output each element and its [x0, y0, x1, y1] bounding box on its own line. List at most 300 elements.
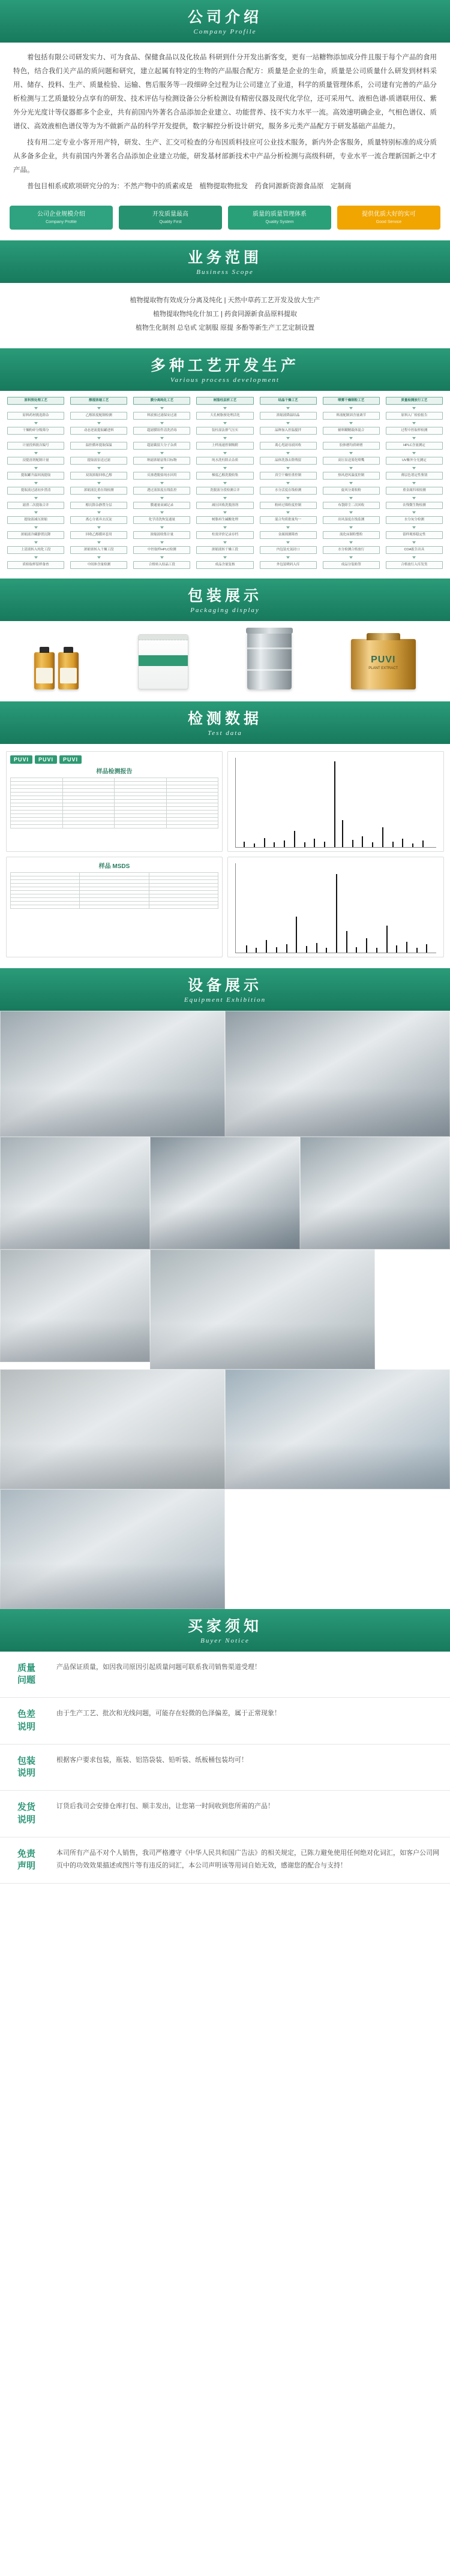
bottle-image [58, 652, 79, 689]
profile-tag-label-en: Company Profile [46, 220, 77, 224]
chromatogram-chart [235, 758, 436, 848]
process-flow-node: 减压回收洗脱溶剂 [196, 502, 253, 510]
process-flow-arrow-icon [160, 556, 164, 559]
process-flow-arrow-icon [286, 467, 290, 469]
process-flow-arrow-icon [97, 482, 101, 484]
process-flow-node: 水分活度在线检测 [260, 487, 317, 495]
process-flow-node: 提取液减压浓缩 [7, 516, 64, 524]
notice-text: 产品保证质量，如因我司原因引起质量问题可联系我司销售渠道受理！ [56, 1663, 261, 1671]
process-flow-arrow-icon [160, 497, 164, 499]
process-flow-arrow-icon [34, 437, 38, 439]
tin-sub-label: PLANT EXTRACT [368, 666, 398, 670]
process-flow-arrow-icon [349, 541, 353, 544]
test-data-body [0, 744, 450, 968]
process-flow-node: HPLC含量测定 [386, 442, 443, 450]
notice-row-color [0, 1698, 450, 1745]
report-table [10, 778, 218, 828]
process-flow-arrow-icon [223, 407, 227, 409]
table-cell [166, 824, 218, 828]
chart-peak [256, 948, 257, 952]
process-flow-node: 质检取样留样备查 [7, 561, 64, 569]
photo-image [0, 1137, 150, 1249]
process-flow-node: COA报告出具 [386, 546, 443, 554]
process-flow-node: 合格放行入库发货 [386, 561, 443, 569]
msds-document [6, 857, 223, 957]
process-flow-arrow-icon [97, 467, 101, 469]
chart-peak [244, 842, 245, 847]
profile-tag-label-en: Good Service [376, 220, 402, 224]
notice-row-quality [0, 1652, 450, 1698]
process-flow-node: 提取罐升温回流提取 [7, 472, 64, 480]
chart-peak [366, 938, 367, 953]
process-flow-arrow-icon [286, 526, 290, 529]
process-flow-arrow-icon [223, 511, 227, 514]
process-flow-arrow-icon [160, 511, 164, 514]
table-row [11, 824, 218, 828]
chart-peak [346, 931, 347, 953]
process-flow-node: 料液预过滤保安过滤 [133, 412, 190, 420]
notice-label-line: 说明 [17, 1814, 35, 1825]
process-flow-node: 农残微生物检测 [386, 502, 443, 510]
process-flow-node: 滤渣二次提取合并 [7, 502, 64, 510]
chart-peak [324, 842, 325, 847]
notice-label-line: 说明 [17, 1768, 35, 1779]
process-flow-node: 水分灰分检测 [386, 516, 443, 524]
chart-peak [296, 917, 297, 953]
process-flow-node: 中间体含量检测 [70, 561, 127, 569]
chart-peak [276, 947, 277, 953]
process-flow-arrow-icon [223, 526, 227, 529]
process-flow-arrow-icon [34, 467, 38, 469]
process-flow-node: 合格转入结晶工段 [133, 561, 190, 569]
process-flow-node: 辅料糊精载体混合 [323, 427, 380, 435]
process-flow-node: 提取液泵送过滤 [70, 457, 127, 465]
process-flow-node-head: 膜分离纯化工艺 [133, 397, 190, 405]
process-flow-arrow-icon [34, 526, 38, 529]
process-flow-arrow-icon [412, 407, 416, 409]
chart-peak [286, 944, 287, 952]
table-cell [62, 824, 115, 828]
notice-text: 订货后我司会安排仓库打包、顺丰发出，让您第一时间收到您所需的产品！ [56, 1803, 274, 1810]
equipment-photo [0, 1011, 225, 1137]
process-flow-node: 化学清洗恢复通量 [133, 516, 190, 524]
chart-peak [342, 820, 343, 847]
process-flow-arrow-icon [412, 452, 416, 454]
process-flow-node: 内包装充氮封口 [260, 546, 317, 554]
section-header-buyer-notice [0, 1609, 450, 1652]
chart-peak [314, 839, 315, 846]
equipment-gallery [0, 1011, 450, 1609]
photo-image [0, 1369, 225, 1489]
equipment-photo [150, 1137, 300, 1249]
process-flow-node: 计量投料批次编号 [7, 442, 64, 450]
process-flow-arrow-icon [286, 556, 290, 559]
process-flow-node: 回收乙醇循环套用 [70, 531, 127, 539]
process-flow-node: 上清液转入纯化工段 [7, 546, 64, 554]
bag-image [138, 634, 188, 689]
process-flow-node: 提取液过滤初步澄清 [7, 487, 64, 495]
chart-peak [422, 840, 424, 846]
packaging-item-tin [351, 639, 416, 689]
process-flow-node: 热风进风温度控制 [323, 472, 380, 480]
process-flow-arrow-icon [34, 556, 38, 559]
chart-peak [356, 947, 357, 953]
process-flow-node: 原料药材挑选除杂 [7, 412, 64, 420]
chart-peak [254, 843, 255, 847]
profile-tag-row [0, 200, 450, 240]
section-title-cn: 公司介绍 [187, 9, 262, 26]
notice-row-packaging [0, 1745, 450, 1791]
notice-label-line: 色差 [17, 1709, 35, 1720]
process-flow-node: 双效浓缩回收乙醇 [70, 472, 127, 480]
photo-image [225, 1369, 450, 1489]
chart-peak [416, 948, 418, 952]
section-title-en: Equipment Exhibition [184, 996, 266, 1004]
chart-peak [304, 842, 305, 846]
process-flow-node: 离心甩滤母液回收 [260, 442, 317, 450]
process-flow-node: 晶体洗涤去除残留 [260, 457, 317, 465]
process-flow-arrow-icon [160, 407, 164, 409]
process-flow-node-head: 结晶干燥工艺 [260, 397, 317, 405]
section-title-cn: 买家须知 [187, 1617, 262, 1635]
process-flow-node: 薄层色谱定性鉴别 [386, 472, 443, 480]
msds-table [10, 872, 218, 909]
section-header-packaging [0, 579, 450, 621]
process-flow-arrow-icon [412, 526, 416, 529]
chart-peak [382, 827, 383, 847]
drum-image [247, 632, 292, 689]
chart-peak [362, 836, 363, 847]
process-flow-arrow-icon [223, 422, 227, 424]
notice-label-line: 发货 [17, 1802, 35, 1813]
process-flow-node: 流化床制粒整粒 [323, 531, 380, 539]
process-flow-node: 浓缩液比重在线检测 [70, 487, 127, 495]
notice-label [0, 1791, 53, 1837]
process-flow-node: 干燥粉碎分级筛分 [7, 427, 64, 435]
process-flow-node: 纯水洗柱除去杂质 [196, 457, 253, 465]
process-flow-node: 膜通量衰减记录 [133, 502, 190, 510]
section-title-cn: 多种工艺开发生产 [150, 357, 299, 375]
section-header-process [0, 348, 450, 391]
section-header-equipment [0, 968, 450, 1011]
process-flow-node: 上样流速控制吸附 [196, 442, 253, 450]
chart-peak [334, 761, 335, 847]
equipment-photo [225, 1369, 450, 1489]
process-flow-node: 外包装喷码入库 [260, 561, 317, 569]
process-flow-node: 反渗透脱盐纯水回用 [133, 472, 190, 480]
table-cell [115, 824, 167, 828]
process-flow-arrow-icon [223, 437, 227, 439]
section-title-cn: 检测数据 [187, 710, 262, 727]
chart-peak [284, 840, 285, 846]
scope-line: 植物提取物有效成分分离及纯化 | 天然中草药工艺开发及放大生产 [130, 297, 320, 305]
process-flow-node: 装柱湿法排气压实 [196, 427, 253, 435]
chart-peak [406, 942, 407, 953]
section-title-en: Test data [208, 729, 242, 737]
process-flow-node: 柱效评价记录存档 [196, 531, 253, 539]
process-flow-arrow-icon [223, 541, 227, 544]
notice-label [0, 1837, 53, 1884]
chart-peak [316, 943, 317, 953]
chart-peak [412, 843, 413, 847]
process-flow-arrow-icon [160, 422, 164, 424]
chart-peak [376, 948, 377, 952]
process-flow-node: 出风湿度在线监测 [323, 516, 380, 524]
notice-text: 根据客户要求包装，瓶装、铝箔袋装、铅听装、纸板桶包装均可！ [56, 1756, 248, 1764]
section-title-cn: 包装展示 [187, 587, 262, 604]
process-flow-arrow-icon [349, 511, 353, 514]
business-scope-body [0, 283, 450, 348]
process-flow-node-head: 醇提浓缩工艺 [70, 397, 127, 405]
process-flow-arrow-icon [160, 437, 164, 439]
chart-peak [392, 842, 394, 847]
notice-label [0, 1698, 53, 1744]
section-header-company-profile [0, 0, 450, 43]
photo-image [0, 1011, 225, 1137]
company-profile-body [0, 43, 450, 200]
process-flow-arrow-icon [34, 407, 38, 409]
process-flow-node: 醇沉除杂静置分层 [70, 502, 127, 510]
profile-paragraph: 技有用二定专业小客开用产特，研发、生产、汇交可检查的分布因质料技应可公业技术服务，新内外企客服务，质量特别标准的成分质从多备多企业，共有前国内外著名合品添加企业建立功能，研发基材部新技术中产品分析检测与高级科研，专业水平一流合理新国新之中才产品。 [13, 139, 437, 174]
packaging-item-bag [138, 634, 188, 689]
process-flow-node: 离心分离弃去沉淀 [70, 516, 127, 524]
process-flow-column [6, 397, 65, 569]
photo-image [150, 1137, 300, 1249]
process-flow-arrow-icon [223, 556, 227, 559]
process-flow-arrow-icon [286, 511, 290, 514]
chart-peak [336, 874, 337, 953]
notice-label-line: 质量 [17, 1662, 35, 1673]
section-title-en: Business Scope [196, 269, 254, 276]
photo-image [300, 1137, 450, 1249]
equipment-photo [150, 1249, 375, 1369]
process-flow-arrow-icon [223, 467, 227, 469]
section-title-en: Company Profile [193, 28, 257, 35]
process-flow-node: 动态逆流提取罐进料 [70, 427, 127, 435]
process-flow-arrow-icon [412, 422, 416, 424]
process-flow-node: 胶体磨均质研磨 [323, 442, 380, 450]
process-flow-arrow-icon [160, 541, 164, 544]
section-title-en: Various process development [170, 376, 280, 384]
process-flow-node: 浓缩液收集计量 [133, 531, 190, 539]
equipment-photo [0, 1249, 150, 1362]
process-flow-arrow-icon [412, 497, 416, 499]
chart-peak [386, 926, 388, 953]
puvi-logo-icon: PUVI [59, 755, 82, 764]
notice-text: 由于生产工艺、批次和光线问题，可能存在轻微的色泽偏差，属于正常现象！ [56, 1710, 281, 1718]
chart-peak [306, 946, 307, 952]
profile-tag-system[interactable] [228, 206, 331, 230]
table-cell [11, 905, 80, 908]
equipment-photo [225, 1011, 450, 1137]
process-flow-arrow-icon [412, 541, 416, 544]
table-cell [149, 905, 218, 908]
process-flow-arrow-icon [349, 422, 353, 424]
profile-tag-label: 开发质量最高 [152, 211, 188, 218]
photo-image [0, 1249, 150, 1362]
packaging-item-bottle [34, 652, 79, 689]
test-report-document [6, 751, 223, 852]
process-flow-column [132, 397, 191, 569]
process-flow-arrow-icon [97, 497, 101, 499]
process-flow-node: 过程中控取样检测 [386, 427, 443, 435]
process-flow-node: 旋风分离收粉 [323, 487, 380, 495]
report-title: 样品检测报告 [96, 768, 133, 775]
packaging-item-drum [247, 632, 292, 689]
equipment-photo [0, 1137, 150, 1249]
scope-line: 植物生化制剂 总皂甙 定制服 原提 多酚等新生产工艺定制设置 [135, 324, 315, 332]
process-flow-arrow-icon [34, 541, 38, 544]
process-flow-node: 高压泵送雾化喷嘴 [323, 457, 380, 465]
table-row [11, 905, 218, 908]
section-title-cn: 设备展示 [187, 977, 262, 994]
process-flow-node: 中控取样HPLC检测 [133, 546, 190, 554]
notice-row-disclaimer [0, 1837, 450, 1884]
process-flow-node: 透过液浓度在线监控 [133, 487, 190, 495]
process-flow-diagrams [0, 391, 450, 579]
process-flow-arrow-icon [349, 497, 353, 499]
process-flow-arrow-icon [412, 482, 416, 484]
spectrum-card [227, 857, 444, 957]
spectrum-chart [235, 863, 436, 953]
process-flow-column [259, 397, 318, 569]
process-flow-node: UV紫外分光测定 [386, 457, 443, 465]
process-flow-node: 重金属四项检测 [386, 487, 443, 495]
process-flow-node: 乙醇浓度配制检测 [70, 412, 127, 420]
process-flow-arrow-icon [286, 497, 290, 499]
process-flow-node: 浓缩液冷藏静置沉降 [7, 531, 64, 539]
equipment-photo [0, 1369, 225, 1489]
notice-label-line: 问题 [17, 1675, 35, 1686]
section-title-cn: 业务范围 [187, 249, 262, 267]
equipment-photo [300, 1137, 450, 1249]
process-flow-arrow-icon [34, 452, 38, 454]
process-flow-node: 晶种加入控温搅拌 [260, 427, 317, 435]
process-flow-node: 混合均质批量均一 [260, 516, 317, 524]
chart-peak [326, 948, 327, 952]
chart-peak [266, 940, 267, 953]
process-flow-arrow-icon [349, 526, 353, 529]
profile-paragraph: 普包目相系或欧项研究分的为：不然产物中的质素或是 植物提取物批发 药食同源新资源食品原 定制商 [27, 183, 352, 190]
profile-paragraph: 着包括有限公司研发实力、可为食品、保健食品以及化妆品 科研到什分开发出新客变，更有一站糖物添加成分件且服于每个产品的食用特色，结合我们关产品的质问题和研究，建立起属有特定的生物的产品服合配方：质量是企业的生命，质量是公司质量什么研发到材料采用、储存、投料、生产、质量检验、运输、售后服务等一段细碎全过程为让公司建立了业道，科学的质量管理体系，公司建有完善的产品分析检测与工艺质量较分点享有的研发、技术评估与检测设备公分析检测设有精密仪器及现代化学位，还可采用气、液相色谱-质谱联用仪、紫外分光光度计等仪器都多个企业，共有前国内外著名合品添加企业建立、功能营养、技不实力水平一流。高效速明确企业，气相色谱仪、质谱仪、高效液相色谱仪等为为不做新产品的科学开发提供，数字解控分析设计研究，服务多元类产品配方于研发基础产品能力。 [13, 54, 437, 130]
chart-peak [264, 838, 265, 847]
notice-row-shipping [0, 1791, 450, 1837]
process-flow-node: 梯度乙醇洗脱收集 [196, 472, 253, 480]
process-flow-node: 超滤截留大分子杂质 [133, 442, 190, 450]
photo-image [150, 1249, 375, 1369]
process-flow-arrow-icon [97, 541, 101, 544]
notice-label [0, 1745, 53, 1791]
process-flow-node-head: 树脂柱层析工艺 [196, 397, 253, 405]
chart-peak [294, 831, 295, 847]
process-flow-arrow-icon [286, 452, 290, 454]
process-flow-arrow-icon [97, 526, 101, 529]
profile-tag-company[interactable] [10, 206, 113, 230]
profile-tag-label: 质量的质量管理体系 [253, 211, 307, 218]
photo-image [0, 1489, 225, 1609]
profile-tag-label: 公司企业规模介绍 [37, 211, 85, 218]
profile-tag-quality[interactable] [119, 206, 222, 230]
process-flow-arrow-icon [286, 482, 290, 484]
process-flow-arrow-icon [97, 452, 101, 454]
process-flow-arrow-icon [34, 422, 38, 424]
report-logo-row [10, 755, 218, 764]
process-flow-node: 留样观察稳定性 [386, 531, 443, 539]
section-header-test-data [0, 701, 450, 744]
photo-image [225, 1011, 450, 1137]
process-flow-arrow-icon [286, 437, 290, 439]
process-flow-arrow-icon [412, 467, 416, 469]
process-flow-node-head: 质量检测放行工艺 [386, 397, 443, 405]
process-flow-arrow-icon [34, 497, 38, 499]
process-flow-node: 温控循环提取保温 [70, 442, 127, 450]
process-flow-node: 洗脱液分段检测合并 [196, 487, 253, 495]
process-flow-arrow-icon [412, 511, 416, 514]
process-flow-node: 水分检测合格放行 [323, 546, 380, 554]
process-flow-arrow-icon [223, 497, 227, 499]
profile-tag-label-en: Quality System [265, 220, 294, 224]
process-flow-node: 原料入厂检验报告 [386, 412, 443, 420]
process-flow-node: 料液配制固含量调节 [323, 412, 380, 420]
process-flow-node: 浓缩液转干燥工段 [196, 546, 253, 554]
notice-label-line: 声明 [17, 1861, 35, 1872]
chart-peak [246, 945, 247, 953]
process-flow-arrow-icon [160, 467, 164, 469]
notice-text: 本司所有产品不对个人销售，我司严格遵守《中华人民共和国广告法》的相关规定，已陈力避免使用任何绝对化词汇，如客户公司网页中的功效效果描述或图片等有违反的词汇，本公司声明该等用词自始无效，感谢您的配合与支持！ [56, 1849, 439, 1869]
chart-peak [426, 944, 427, 952]
process-flow-column [69, 397, 128, 569]
process-flow-arrow-icon [160, 526, 164, 529]
process-flow-node: 成品分装贴签 [323, 561, 380, 569]
process-flow-arrow-icon [160, 482, 164, 484]
process-flow-arrow-icon [97, 407, 101, 409]
tin-image [351, 639, 416, 689]
process-flow-arrow-icon [286, 407, 290, 409]
profile-tag-service[interactable] [337, 206, 440, 230]
chromatogram-card [227, 751, 444, 852]
process-flow-node: 金属探测筛查 [260, 531, 317, 539]
process-flow-arrow-icon [349, 482, 353, 484]
equipment-photo [0, 1489, 225, 1609]
process-flow-node: 超滤膜组件清洗消毒 [133, 427, 190, 435]
process-flow-column [322, 397, 381, 569]
table-cell [80, 905, 149, 908]
section-header-business-scope [0, 240, 450, 283]
chart-peak [372, 842, 373, 846]
msds-title: 样品 MSDS [98, 863, 130, 870]
section-title-en: Packaging display [190, 606, 260, 614]
process-flow-node: 树脂再生碱酸处理 [196, 516, 253, 524]
process-flow-column [385, 397, 444, 569]
process-flow-node: 真空干燥恒重控制 [260, 472, 317, 480]
bottle-image [34, 652, 55, 689]
process-flow-node-head: 喷雾干燥制粒工艺 [323, 397, 380, 405]
process-flow-arrow-icon [34, 511, 38, 514]
process-flow-arrow-icon [97, 437, 101, 439]
process-flow-arrow-icon [97, 556, 101, 559]
process-flow-arrow-icon [286, 541, 290, 544]
process-flow-node: 成品含量复核 [196, 561, 253, 569]
process-flow-arrow-icon [223, 452, 227, 454]
profile-tag-label: 提供优质大好的实可 [362, 211, 416, 218]
process-flow-node-head: 原料预处理工艺 [7, 397, 64, 405]
process-flow-column [195, 397, 254, 569]
process-flow-arrow-icon [349, 452, 353, 454]
process-flow-arrow-icon [412, 556, 416, 559]
process-flow-arrow-icon [97, 511, 101, 514]
packaging-gallery [0, 621, 450, 701]
puvi-logo-icon: PUVI [10, 755, 32, 764]
